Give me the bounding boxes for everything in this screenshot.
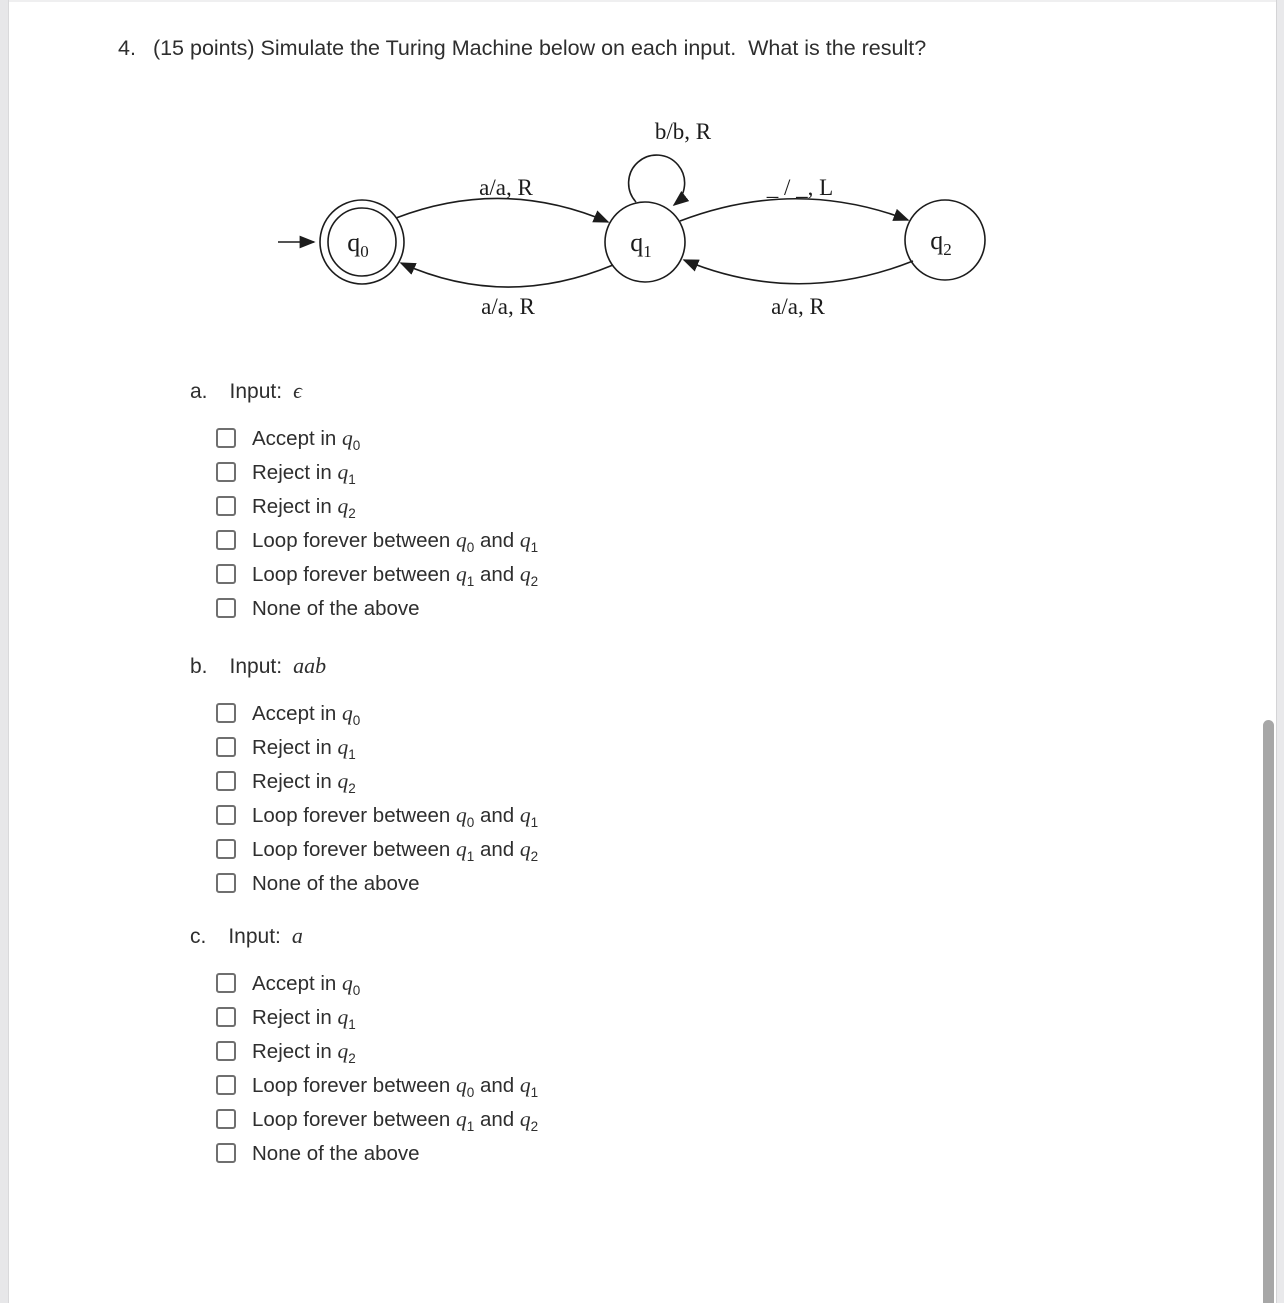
option-checkbox[interactable] — [216, 462, 236, 482]
option-row — [216, 494, 538, 528]
option-checkbox[interactable] — [216, 1075, 236, 1095]
state-label-q1: $q_1$ — [630, 228, 652, 261]
option-label: Reject in $q_2$ — [252, 769, 356, 797]
option-label: Loop forever between $q_0$ and $q_1$ — [252, 1073, 539, 1101]
option-checkbox[interactable] — [216, 839, 236, 859]
subquestion-letter: b. — [190, 655, 208, 678]
option-row — [216, 562, 538, 596]
input-value: aab — [293, 653, 327, 678]
input-label: Input: — [228, 925, 281, 948]
option-label: Accept in $q_0$ — [252, 701, 361, 729]
scrollbar-thumb[interactable] — [1263, 720, 1274, 1303]
option-label: Loop forever between $q_1$ and $q_2$ — [252, 837, 539, 865]
option-checkbox[interactable] — [216, 1007, 236, 1027]
input-value: a — [291, 923, 303, 948]
transition-q1-q2-arc — [680, 199, 908, 221]
transition-label-q1-q0: a/a, R — [481, 294, 535, 319]
option-checkbox[interactable] — [216, 1041, 236, 1061]
option-checkbox[interactable] — [216, 973, 236, 993]
option-checkbox[interactable] — [216, 530, 236, 550]
input-label: Input: — [229, 655, 283, 678]
subquestion-letter: a. — [190, 380, 208, 403]
input-label: Input: — [229, 380, 283, 403]
option-label: Accept in $q_0$ — [252, 971, 361, 999]
option-row — [216, 426, 538, 460]
transition-label-q2-q1: a/a, R — [771, 294, 825, 319]
option-label: None of the above — [252, 872, 420, 895]
option-label: Loop forever between $q_0$ and $q_1$ — [252, 803, 539, 831]
options-list-c — [216, 971, 538, 1175]
option-label: Reject in $q_1$ — [252, 460, 356, 488]
transition-q0-q1-arc — [396, 198, 608, 222]
option-label: Reject in $q_1$ — [252, 1005, 356, 1033]
option-row — [216, 803, 538, 837]
subquestion-b-heading — [190, 653, 538, 679]
options-list-b — [216, 701, 538, 905]
option-row — [216, 1005, 538, 1039]
option-row — [216, 837, 538, 871]
state-diagram-svg — [270, 95, 1010, 335]
question-title — [118, 36, 926, 61]
option-row — [216, 769, 538, 803]
transition-q1-self-loop — [629, 155, 685, 205]
option-row — [216, 971, 538, 1005]
option-label: Loop forever between $q_0$ and $q_1$ — [252, 528, 539, 556]
option-label: Reject in $q_2$ — [252, 1039, 356, 1067]
option-label: Loop forever between $q_1$ and $q_2$ — [252, 1107, 539, 1135]
subquestion-c-heading — [190, 923, 538, 949]
option-row — [216, 528, 538, 562]
option-row — [216, 1073, 538, 1107]
option-checkbox[interactable] — [216, 1109, 236, 1129]
turing-machine-diagram — [270, 95, 1010, 335]
option-label: None of the above — [252, 597, 420, 620]
option-checkbox[interactable] — [216, 771, 236, 791]
transition-q2-q1-arc — [684, 260, 913, 284]
option-row — [216, 701, 538, 735]
screenshot-border-right — [1276, 0, 1284, 1303]
option-checkbox[interactable] — [216, 564, 236, 584]
option-row — [216, 460, 538, 494]
state-label-q2: $q_2$ — [930, 226, 952, 259]
transition-q1-q0-arc — [401, 263, 613, 287]
option-checkbox[interactable] — [216, 805, 236, 825]
option-checkbox[interactable] — [216, 737, 236, 757]
screenshot-border-top — [0, 0, 1284, 2]
option-label: Reject in $q_2$ — [252, 494, 356, 522]
option-checkbox[interactable] — [216, 1143, 236, 1163]
option-checkbox[interactable] — [216, 428, 236, 448]
subquestion-a-heading — [190, 378, 538, 404]
option-row — [216, 1107, 538, 1141]
option-checkbox[interactable] — [216, 598, 236, 618]
subquestion-c — [190, 923, 538, 1175]
option-checkbox[interactable] — [216, 496, 236, 516]
option-label: Reject in $q_1$ — [252, 735, 356, 763]
transition-label-q1-q2: _ / _, L — [766, 175, 834, 200]
subquestion-a — [190, 378, 538, 630]
options-list-a — [216, 426, 538, 630]
option-label: Loop forever between $q_1$ and $q_2$ — [252, 562, 539, 590]
question-text: (15 points) Simulate the Turing Machine below on each input. What is the result? — [152, 36, 927, 60]
option-checkbox[interactable] — [216, 873, 236, 893]
transition-label-q0-q1: a/a, R — [479, 175, 533, 200]
option-row — [216, 1039, 538, 1073]
option-row — [216, 735, 538, 769]
option-row — [216, 871, 538, 905]
option-row — [216, 1141, 538, 1175]
option-label: Accept in $q_0$ — [252, 426, 361, 454]
subquestion-b — [190, 653, 538, 905]
option-label: None of the above — [252, 1142, 420, 1165]
screenshot-border-left — [0, 0, 9, 1303]
state-label-q0: $q_0$ — [347, 228, 369, 261]
input-value: ϵ — [293, 378, 302, 403]
option-checkbox[interactable] — [216, 703, 236, 723]
option-row — [216, 596, 538, 630]
subquestion-letter: c. — [190, 925, 207, 948]
transition-label-q1-self: b/b, R — [654, 119, 712, 144]
question-number: 4. — [118, 36, 136, 60]
